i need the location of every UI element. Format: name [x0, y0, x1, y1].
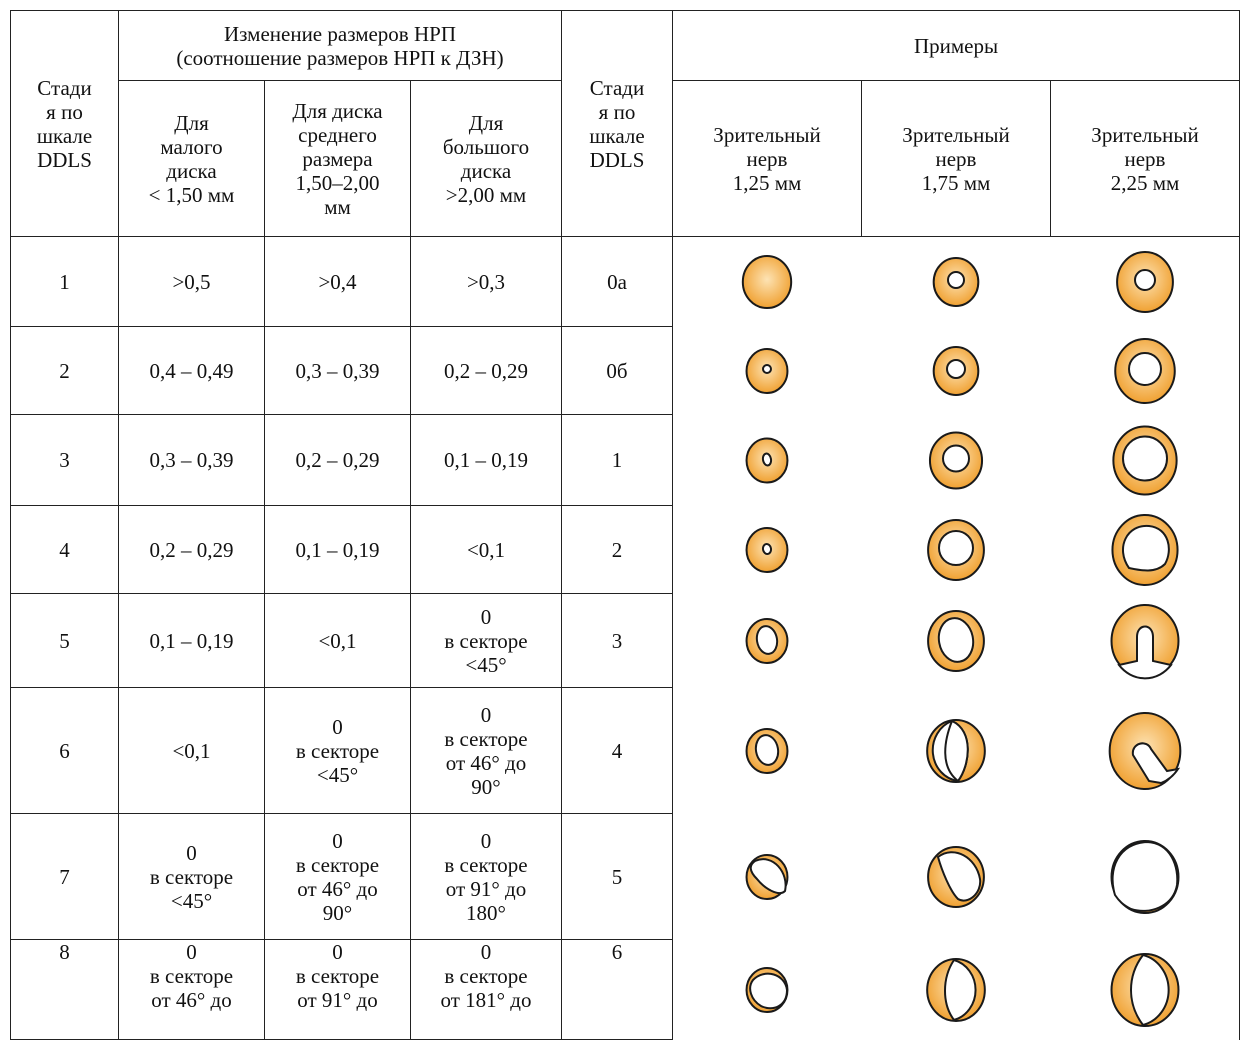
small-disc-cell: 0 в секторе от 46° до: [119, 940, 265, 1040]
example-cell: [1051, 415, 1240, 506]
optic-disc-2-25mm-icon: [1051, 941, 1239, 1039]
example-cell: [862, 688, 1051, 814]
example-cell: [862, 814, 1051, 940]
nerve-large-header: Зрительный нерв 2,25 мм: [1051, 81, 1240, 237]
small-disc-header: Для малого диска < 1,50 мм: [119, 81, 265, 237]
large-disc-cell: 0,2 – 0,29: [411, 327, 562, 415]
disc-cup: [1123, 525, 1169, 570]
ddls-table: [10, 10, 1240, 1040]
example-cell: [673, 327, 862, 415]
small-disc-cell: 0,2 – 0,29: [119, 506, 265, 594]
nrp-change-header: Изменение размеров НРП (соотношение размеров НРП к ДЗН): [119, 11, 562, 81]
disc-cup: [750, 973, 787, 1008]
stage-cell: 1: [11, 237, 119, 327]
optic-disc-1-25mm-icon: [673, 416, 861, 505]
disc-cup: [948, 272, 964, 288]
stage2-cell: 6: [562, 940, 673, 1040]
optic-disc-2-25mm-icon: [1051, 507, 1239, 593]
nerve-small-header: Зрительный нерв 1,25 мм: [673, 81, 862, 237]
example-cell: [673, 415, 862, 506]
medium-disc-cell: 0 в секторе от 46° до 90°: [265, 814, 411, 940]
stage-cell: 7: [11, 814, 119, 940]
medium-disc-cell: >0,4: [265, 237, 411, 327]
optic-disc-2-25mm-icon: [1051, 815, 1239, 939]
example-cell: [673, 814, 862, 940]
example-cell: [1051, 594, 1240, 688]
stage-cell: 4: [11, 506, 119, 594]
stage2-cell: 2: [562, 506, 673, 594]
stage-cell: 6: [11, 688, 119, 814]
disc-cup: [939, 531, 973, 565]
disc-rim: [743, 256, 791, 308]
disc-cup: [943, 445, 969, 471]
stage-header: Стади я по шкале DDLS: [11, 11, 119, 237]
optic-disc-1-25mm-icon: [673, 595, 861, 687]
example-cell: [862, 327, 1051, 415]
stage-header-2: Стади я по шкале DDLS: [562, 11, 673, 237]
large-disc-header: Для большого диска >2,00 мм: [411, 81, 562, 237]
stage2-cell: 5: [562, 814, 673, 940]
example-cell: [673, 237, 862, 327]
large-disc-cell: 0 в секторе <45°: [411, 594, 562, 688]
optic-disc-1-25mm-icon: [673, 689, 861, 813]
optic-disc-2-25mm-icon: [1051, 238, 1239, 326]
medium-disc-cell: 0 в секторе от 91° до: [265, 940, 411, 1040]
disc-cup: [947, 360, 965, 378]
optic-disc-1-25mm-icon: [673, 238, 861, 326]
stage2-cell: 0б: [562, 327, 673, 415]
example-cell: [1051, 814, 1240, 940]
example-cell: [862, 237, 1051, 327]
stage2-cell: 4: [562, 688, 673, 814]
medium-disc-header: Для диска среднего размера 1,50–2,00 мм: [265, 81, 411, 237]
disc-cup: [1123, 436, 1167, 480]
stage2-cell: 1: [562, 415, 673, 506]
small-disc-cell: 0,4 – 0,49: [119, 327, 265, 415]
medium-disc-cell: <0,1: [265, 594, 411, 688]
optic-disc-2-25mm-icon: [1051, 689, 1239, 813]
large-disc-cell: >0,3: [411, 237, 562, 327]
table-row: [11, 814, 1240, 940]
disc-cup: [1129, 353, 1161, 385]
nerve-medium-header: Зрительный нерв 1,75 мм: [862, 81, 1051, 237]
disc-cup: [1113, 842, 1178, 911]
table-row: [11, 415, 1240, 506]
optic-disc-1-75mm-icon: [862, 689, 1050, 813]
optic-disc-1-25mm-icon: [673, 507, 861, 593]
large-disc-cell: 0 в секторе от 91° до 180°: [411, 814, 562, 940]
table-row: [11, 327, 1240, 415]
small-disc-cell: 0,1 – 0,19: [119, 594, 265, 688]
example-cell: [1051, 327, 1240, 415]
small-disc-cell: <0,1: [119, 688, 265, 814]
optic-disc-1-75mm-icon: [862, 416, 1050, 505]
optic-disc-1-75mm-icon: [862, 238, 1050, 326]
disc-cup: [762, 543, 772, 554]
example-cell: [673, 594, 862, 688]
medium-disc-cell: 0,1 – 0,19: [265, 506, 411, 594]
medium-disc-cell: 0 в секторе <45°: [265, 688, 411, 814]
stage-cell: 5: [11, 594, 119, 688]
small-disc-cell: 0 в секторе <45°: [119, 814, 265, 940]
medium-disc-cell: 0,2 – 0,29: [265, 415, 411, 506]
small-disc-cell: 0,3 – 0,39: [119, 415, 265, 506]
example-cell: [1051, 506, 1240, 594]
small-disc-cell: >0,5: [119, 237, 265, 327]
stage-cell: 3: [11, 415, 119, 506]
table-row: [11, 594, 1240, 688]
optic-disc-1-75mm-icon: [862, 941, 1050, 1039]
example-cell: [1051, 940, 1240, 1040]
optic-disc-1-25mm-icon: [673, 815, 861, 939]
disc-cup: [1135, 270, 1155, 290]
examples-header: Примеры: [673, 11, 1240, 81]
table-row: [11, 506, 1240, 594]
large-disc-cell: 0 в секторе от 181° до: [411, 940, 562, 1040]
optic-disc-1-25mm-icon: [673, 941, 861, 1039]
optic-disc-2-25mm-icon: [1051, 595, 1239, 687]
stage2-cell: 3: [562, 594, 673, 688]
large-disc-cell: 0 в секторе от 46° до 90°: [411, 688, 562, 814]
optic-disc-1-25mm-icon: [673, 328, 861, 414]
table-row: [11, 688, 1240, 814]
large-disc-cell: 0,1 – 0,19: [411, 415, 562, 506]
disc-cup: [763, 365, 771, 373]
optic-disc-2-25mm-icon: [1051, 416, 1239, 505]
example-cell: [1051, 237, 1240, 327]
example-cell: [1051, 688, 1240, 814]
medium-disc-cell: 0,3 – 0,39: [265, 327, 411, 415]
example-cell: [673, 940, 862, 1040]
table-row: [11, 237, 1240, 327]
optic-disc-1-75mm-icon: [862, 328, 1050, 414]
large-disc-cell: <0,1: [411, 506, 562, 594]
example-cell: [673, 506, 862, 594]
example-cell: [862, 415, 1051, 506]
example-cell: [673, 688, 862, 814]
stage-cell: 8: [11, 940, 119, 1040]
optic-disc-1-75mm-icon: [862, 507, 1050, 593]
example-cell: [862, 506, 1051, 594]
optic-disc-1-75mm-icon: [862, 815, 1050, 939]
example-cell: [862, 940, 1051, 1040]
example-cell: [862, 594, 1051, 688]
optic-disc-2-25mm-icon: [1051, 328, 1239, 414]
optic-disc-1-75mm-icon: [862, 595, 1050, 687]
table-row: [11, 940, 1240, 1040]
stage-cell: 2: [11, 327, 119, 415]
stage2-cell: 0a: [562, 237, 673, 327]
